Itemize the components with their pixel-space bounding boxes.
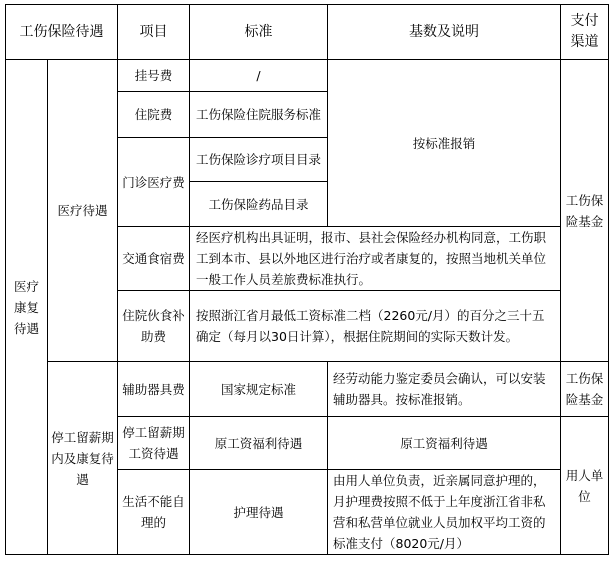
- assistive-device-standard: 国家规定标准: [190, 362, 328, 417]
- header-item: 项目: [118, 5, 190, 60]
- nursing-care-standard: 护理待遇: [190, 470, 328, 555]
- suspension-wage-standard: 原工资福利待遇: [190, 417, 328, 470]
- suspension-wage-basis: 原工资福利待遇: [328, 417, 561, 470]
- registration-fee-standard: /: [190, 60, 328, 92]
- header-category: 工伤保险待遇: [6, 5, 118, 60]
- outpatient-standard-drugs: 工伤保险药品目录: [190, 182, 328, 227]
- hospital-fee-standard: 工伤保险住院服务标准: [190, 92, 328, 138]
- medical-payment: 工伤保险基金: [561, 60, 609, 362]
- nursing-care-item: 生活不能自理的: [118, 470, 190, 555]
- header-payment: 支付渠道: [561, 5, 609, 60]
- header-basis: 基数及说明: [328, 5, 561, 60]
- medical-rehab-label: 医疗康复待遇: [6, 60, 48, 555]
- employer-payment: 用人单位: [561, 417, 609, 555]
- medical-treatment-label: 医疗待遇: [48, 60, 118, 362]
- assistive-device-payment: 工伤保险基金: [561, 362, 609, 417]
- nursing-care-basis: 由用人单位负责，近亲属同意护理的，月护理费按照不低于上年度浙江省非私营和私营单位就业人员加权平均工资的标准支付（8020元/月）: [328, 470, 561, 555]
- meal-subsidy-text: 按照浙江省月最低工资标准二档（2260元/月）的百分之三十五确定（每月以30日计算），根据住院期间的实际天数计发。: [190, 291, 561, 362]
- outpatient-standard-diagnosis: 工伤保险诊疗项目目录: [190, 138, 328, 182]
- header-standard: 标准: [190, 5, 328, 60]
- registration-fee-item: 挂号费: [118, 60, 190, 92]
- transport-fee-text: 经医疗机构出具证明，报市、县社会保险经办机构同意，工伤职工到本市、县以外地区进行治疗或者康复的，按照当地机关单位一般工作人员差旅费标准执行。: [190, 227, 561, 291]
- suspension-rehab-label: 停工留薪期内及康复待遇: [48, 362, 118, 555]
- hospital-fee-item: 住院费: [118, 92, 190, 138]
- outpatient-fee-item: 门诊医疗费: [118, 138, 190, 227]
- assistive-device-item: 辅助器具费: [118, 362, 190, 417]
- suspension-wage-item: 停工留薪期工资待遇: [118, 417, 190, 470]
- assistive-device-basis: 经劳动能力鉴定委员会确认，可以安装辅助器具。按标准报销。: [328, 362, 561, 417]
- transport-fee-item: 交通食宿费: [118, 227, 190, 291]
- work-injury-benefits-table: [5, 4, 609, 555]
- meal-subsidy-item: 住院伙食补助费: [118, 291, 190, 362]
- reimburse-basis: 按标准报销: [328, 60, 561, 227]
